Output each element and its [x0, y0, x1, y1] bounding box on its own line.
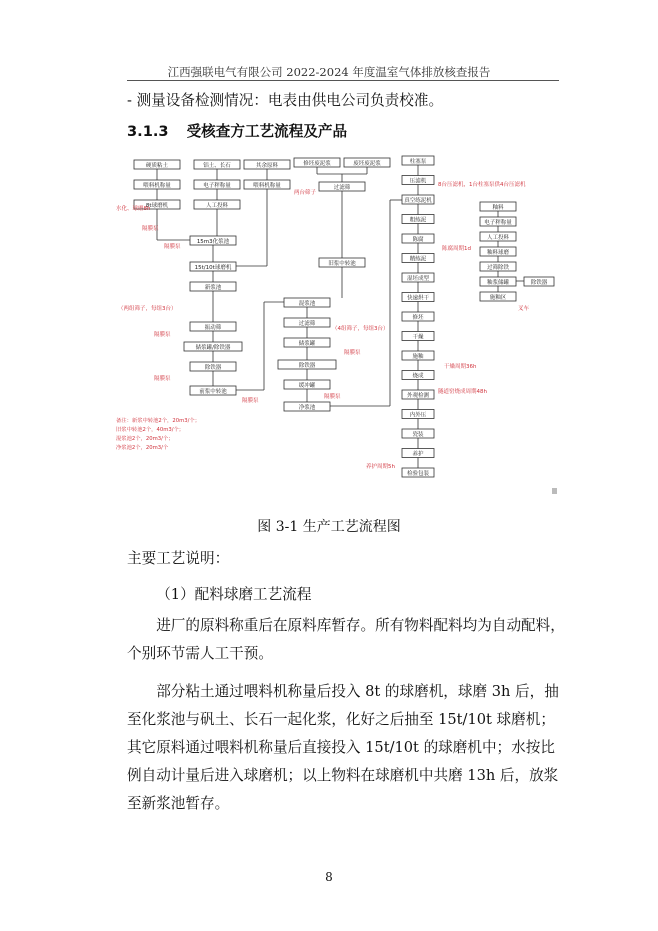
col3-step-9-label: 修坯 [412, 315, 424, 321]
note-line-2: 旧浆中转池2个，40m3/个； [116, 427, 185, 433]
red-label-pump-4: 隔膜泵 [154, 376, 171, 382]
col2-source-trim-label: 修坯废泥浆 [303, 161, 331, 167]
col3-step-10-label: 干燥 [412, 334, 424, 341]
col4-step-6-label: 釉浆储罐 [486, 280, 510, 286]
main-process-label: 主要工艺说明： [127, 550, 230, 567]
col1-feeder-2-label: 喂料机称量 [253, 183, 281, 189]
red-label-screens-2x3: （两组筛子，每组3台） [118, 306, 177, 312]
col3-step-2-label: 压滤机 [409, 178, 427, 185]
col3-step-11-label: 施釉 [412, 354, 424, 360]
section-heading [127, 120, 347, 141]
col3-step-12-label: 烧成 [412, 373, 424, 380]
red-label-pump-3: 隔膜泵 [154, 332, 171, 338]
col3-step-3-label: 真空练泥机 [404, 198, 432, 204]
section-title: 受核查方工艺流程及产品 [186, 123, 348, 140]
col1-iron-remover-label: 除铁器 [204, 365, 222, 371]
col4-step-7-label: 施釉区 [489, 295, 507, 301]
paragraph-raw-material: 进厂的原料称重后在原料库暂存。所有物料配料均为自动配料，个别环节需人工干预。 [127, 617, 565, 662]
col1-ballmill-15t-label: 15t/10t球磨机 [194, 265, 232, 271]
bullet-calibration: - 测量设备检测情况：电表由供电公司负责校准。 [127, 92, 444, 109]
col1-ballmill-8t-label: 8t球磨机 [145, 203, 169, 209]
col2-old-slurry-label: 旧浆中转池 [328, 261, 356, 267]
page-number: 8 [325, 870, 333, 884]
red-label-curing: 养护周期5h [366, 464, 395, 470]
col3-step-15-label: 瓷装 [412, 432, 424, 438]
red-label-pump-1: 隔膜泵 [142, 226, 159, 232]
col4-step-3-label: 人工投料 [486, 235, 510, 241]
note-line-4: 净浆池2个，20m3/个 [116, 445, 169, 451]
col1-tank-label: 储浆罐/除铁器 [195, 345, 231, 351]
red-label-drying: 干燥周期36h [444, 364, 477, 370]
red-label-pump-2: 隔膜泵 [164, 244, 181, 250]
col1-source-other-label: 其余原料 [255, 163, 279, 169]
red-label-pump-7: 隔膜泵 [324, 394, 341, 400]
red-label-pump-6: 隔膜泵 [344, 350, 361, 356]
red-label-pump-5: 隔膜泵 [242, 398, 259, 404]
col2-buffer-label: 缓冲罐 [298, 383, 316, 389]
col4-step-5-label: 过筛除铁 [486, 265, 510, 271]
red-label-aging: 陈腐周期1d [442, 246, 471, 252]
col2-mix-pool-label: 混浆池 [298, 301, 316, 307]
figure-caption: 图 3-1 生产工艺流程图 [257, 519, 401, 535]
col3-step-5-label: 陈腐 [412, 237, 424, 243]
red-label-forklift: 叉车 [518, 306, 530, 312]
col3-step-8-label: 快速烘干 [406, 295, 430, 302]
red-label-two-screens: 两台筛子 [294, 190, 317, 196]
subsection-heading: （1）配料球磨工艺流程 [156, 586, 312, 603]
col1-feeder-label: 喂料机称量 [143, 183, 171, 189]
col3-step-6-label: 精练泥 [409, 256, 427, 263]
col3-step-16-label: 养护 [412, 451, 424, 458]
col3-step-13-label: 外观检测 [406, 393, 430, 399]
report-header: 江西强联电气有限公司 2022-2024 年度温室气体排放核查报告 [167, 65, 491, 79]
col3-step-17-label: 检验包装 [406, 471, 430, 477]
col1-source-alumina-label: 铝土、长石 [203, 163, 231, 169]
red-label-screens-4x3: （4组筛子，每组3台） [332, 326, 389, 332]
col4-step-2-label: 电子秤称量 [484, 220, 512, 226]
note-line-3: 混浆池2个，20m3/个； [116, 436, 174, 442]
red-label-kiln: 隧道窑烧成周期48h [438, 389, 487, 395]
col1-slurry-pool-label: 15m3化浆池 [196, 239, 230, 245]
paragraph-ball-milling: 部分粘土通过喂料机称量后投入 8t 的球磨机，球磨 3h 后，抽至化浆池与矾土、长石一起化浆，化好之后抽至 15t/10t 球磨机；其它原料通过喂料机称量后直接投入 15t/10t 的球磨机中；水按比例自动计量后进入球磨机；以上物料在球磨机中共磨 13h 后，放浆至新浆池暂存。 [127, 683, 559, 812]
red-label-press-filter: 8台压滤机，1台柱塞泵供4台压滤机 [438, 182, 526, 188]
process-flow-diagram [114, 150, 558, 500]
col2-iron-remover-label: 除铁器 [298, 363, 316, 369]
col4-iron-remover-label: 除铁器 [530, 280, 548, 286]
col2-source-reject-label: 废坯废泥浆 [353, 161, 381, 167]
col3-step-14-label: 内外压 [409, 412, 427, 419]
col3-step-1-label: 柱塞泵 [409, 159, 427, 165]
col2-clean-pool-label: 净浆池 [298, 405, 316, 411]
col4-step-1-label: 釉料 [492, 205, 504, 211]
col1-vibrating-screen-label: 振动筛 [204, 325, 222, 331]
col1-new-slurry-label: 新浆池 [204, 285, 222, 291]
col3-step-4-label: 粗练泥 [409, 217, 427, 224]
header-divider [127, 80, 559, 81]
col2-filter-2-label: 过滤筛 [298, 321, 316, 327]
col1-source-clay-label: 硬质粘土 [145, 163, 169, 169]
col4-step-4-label: 釉料球磨 [486, 250, 510, 256]
red-label-mill8h: 水化、球磨8h [116, 206, 151, 212]
col2-filter-1-label: 过滤筛 [333, 185, 351, 191]
scroll-marker [552, 488, 557, 494]
col3-step-7-label: 湿坯成型 [406, 276, 430, 282]
section-number: 3.1.3 [127, 123, 169, 140]
col1-scale-label: 电子秤称量 [203, 183, 231, 189]
col1-manual-feed-label: 人工投料 [205, 203, 229, 209]
note-line-1: 备注：新浆中转池2个，20m3/个； [116, 418, 200, 424]
col1-transfer-pool-label: 前浆中转池 [199, 389, 227, 395]
col2-tank-label: 储浆罐 [298, 341, 316, 347]
